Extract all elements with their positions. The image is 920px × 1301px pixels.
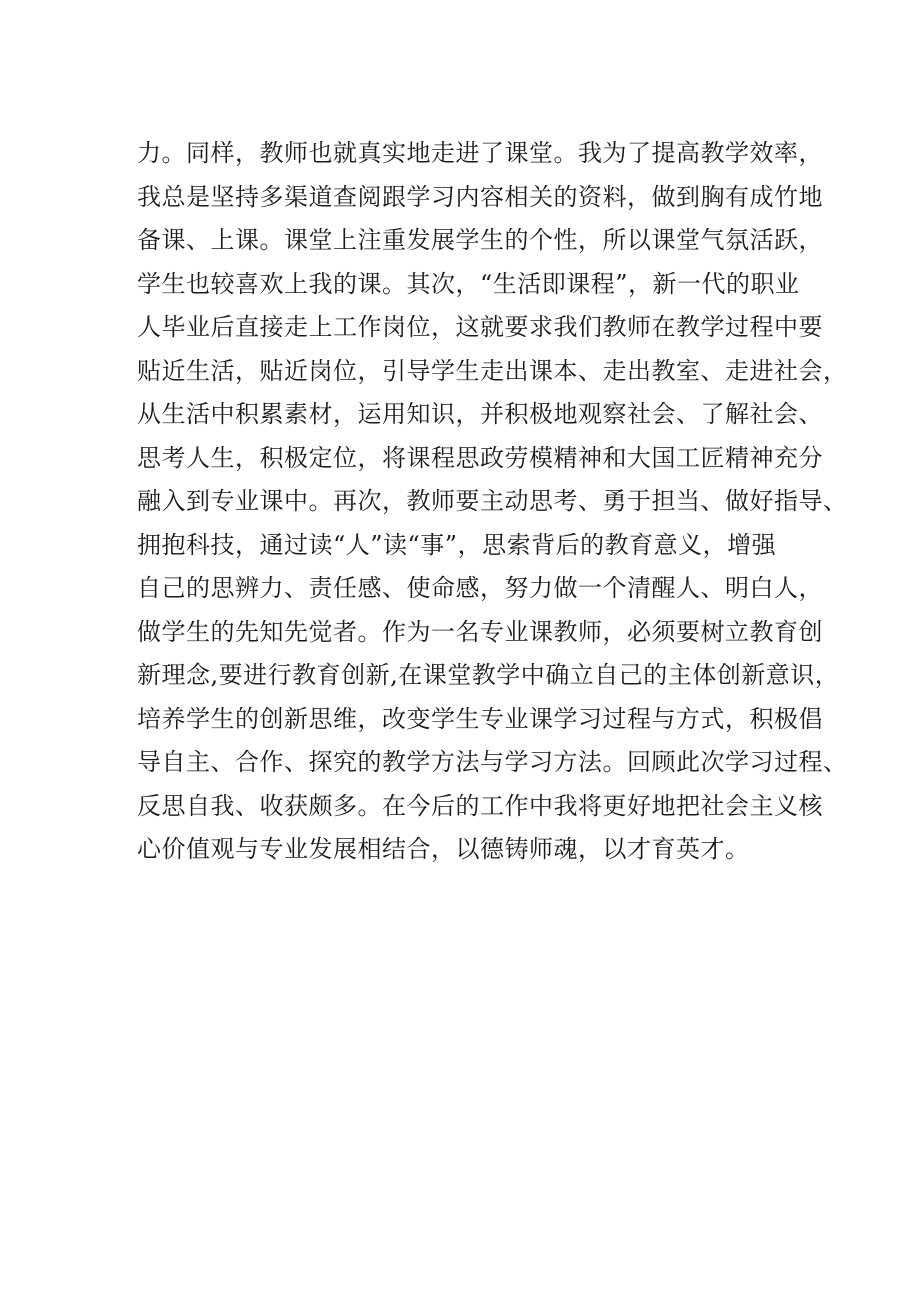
text-line: 从生活中积累素材，运用知识，并积极地观察社会、了解社会、 — [137, 400, 823, 428]
text-line: 融入到专业课中。再次，教师要主动思考、勇于担当、做好指导、 — [137, 487, 848, 515]
text-line: 我总是坚持多渠道查阅跟学习内容相关的资料，做到胸有成竹地 — [137, 182, 823, 211]
text-line: 力。同样，教师也就真实地走进了课堂。我为了提高教学效率， — [137, 139, 823, 167]
text-line: 反思自我、收获颇多。在今后的工作中我将更好地把社会主义核 — [137, 791, 823, 820]
text-line: 贴近生活，贴近岗位，引导学生走出课本、走出教室、走进社会， — [137, 356, 848, 385]
text-line: 心价值观与专业发展相结合，以德铸师魂，以才育英才。 — [137, 835, 750, 863]
text-line: 思考人生，积极定位，将课程思政劳模精神和大国工匠精神充分 — [137, 443, 823, 472]
text-line: 拥抱科技，通过读“人”读“事”，思索背后的教育意义，增强 — [137, 530, 777, 559]
text-line: 导自主、合作、探究的教学方法与学习方法。回顾此次学习过程、 — [137, 748, 848, 776]
text-line: 做学生的先知先觉者。作为一名专业课教师，必须要树立教育创 — [137, 617, 823, 646]
text-line: 学生也较喜欢上我的课。其次，“生活即课程”，新一代的职业 — [137, 269, 800, 298]
body-paragraph — [137, 132, 848, 872]
text-line: 人毕业后直接走上工作岗位，这就要求我们教师在教学过程中要 — [137, 313, 823, 341]
text-line: 培养学生的创新思维，改变学生专业课学习过程与方式，积极倡 — [137, 704, 823, 733]
text-line: 新理念,要进行教育创新,在课堂教学中确立自己的主体创新意识， — [137, 661, 840, 689]
text-line: 备课、上课。课堂上注重发展学生的个性，所以课堂气氛活跃， — [137, 226, 823, 254]
text-line: 自己的思辨力、责任感、使命感，努力做一个清醒人、明白人， — [137, 574, 823, 602]
